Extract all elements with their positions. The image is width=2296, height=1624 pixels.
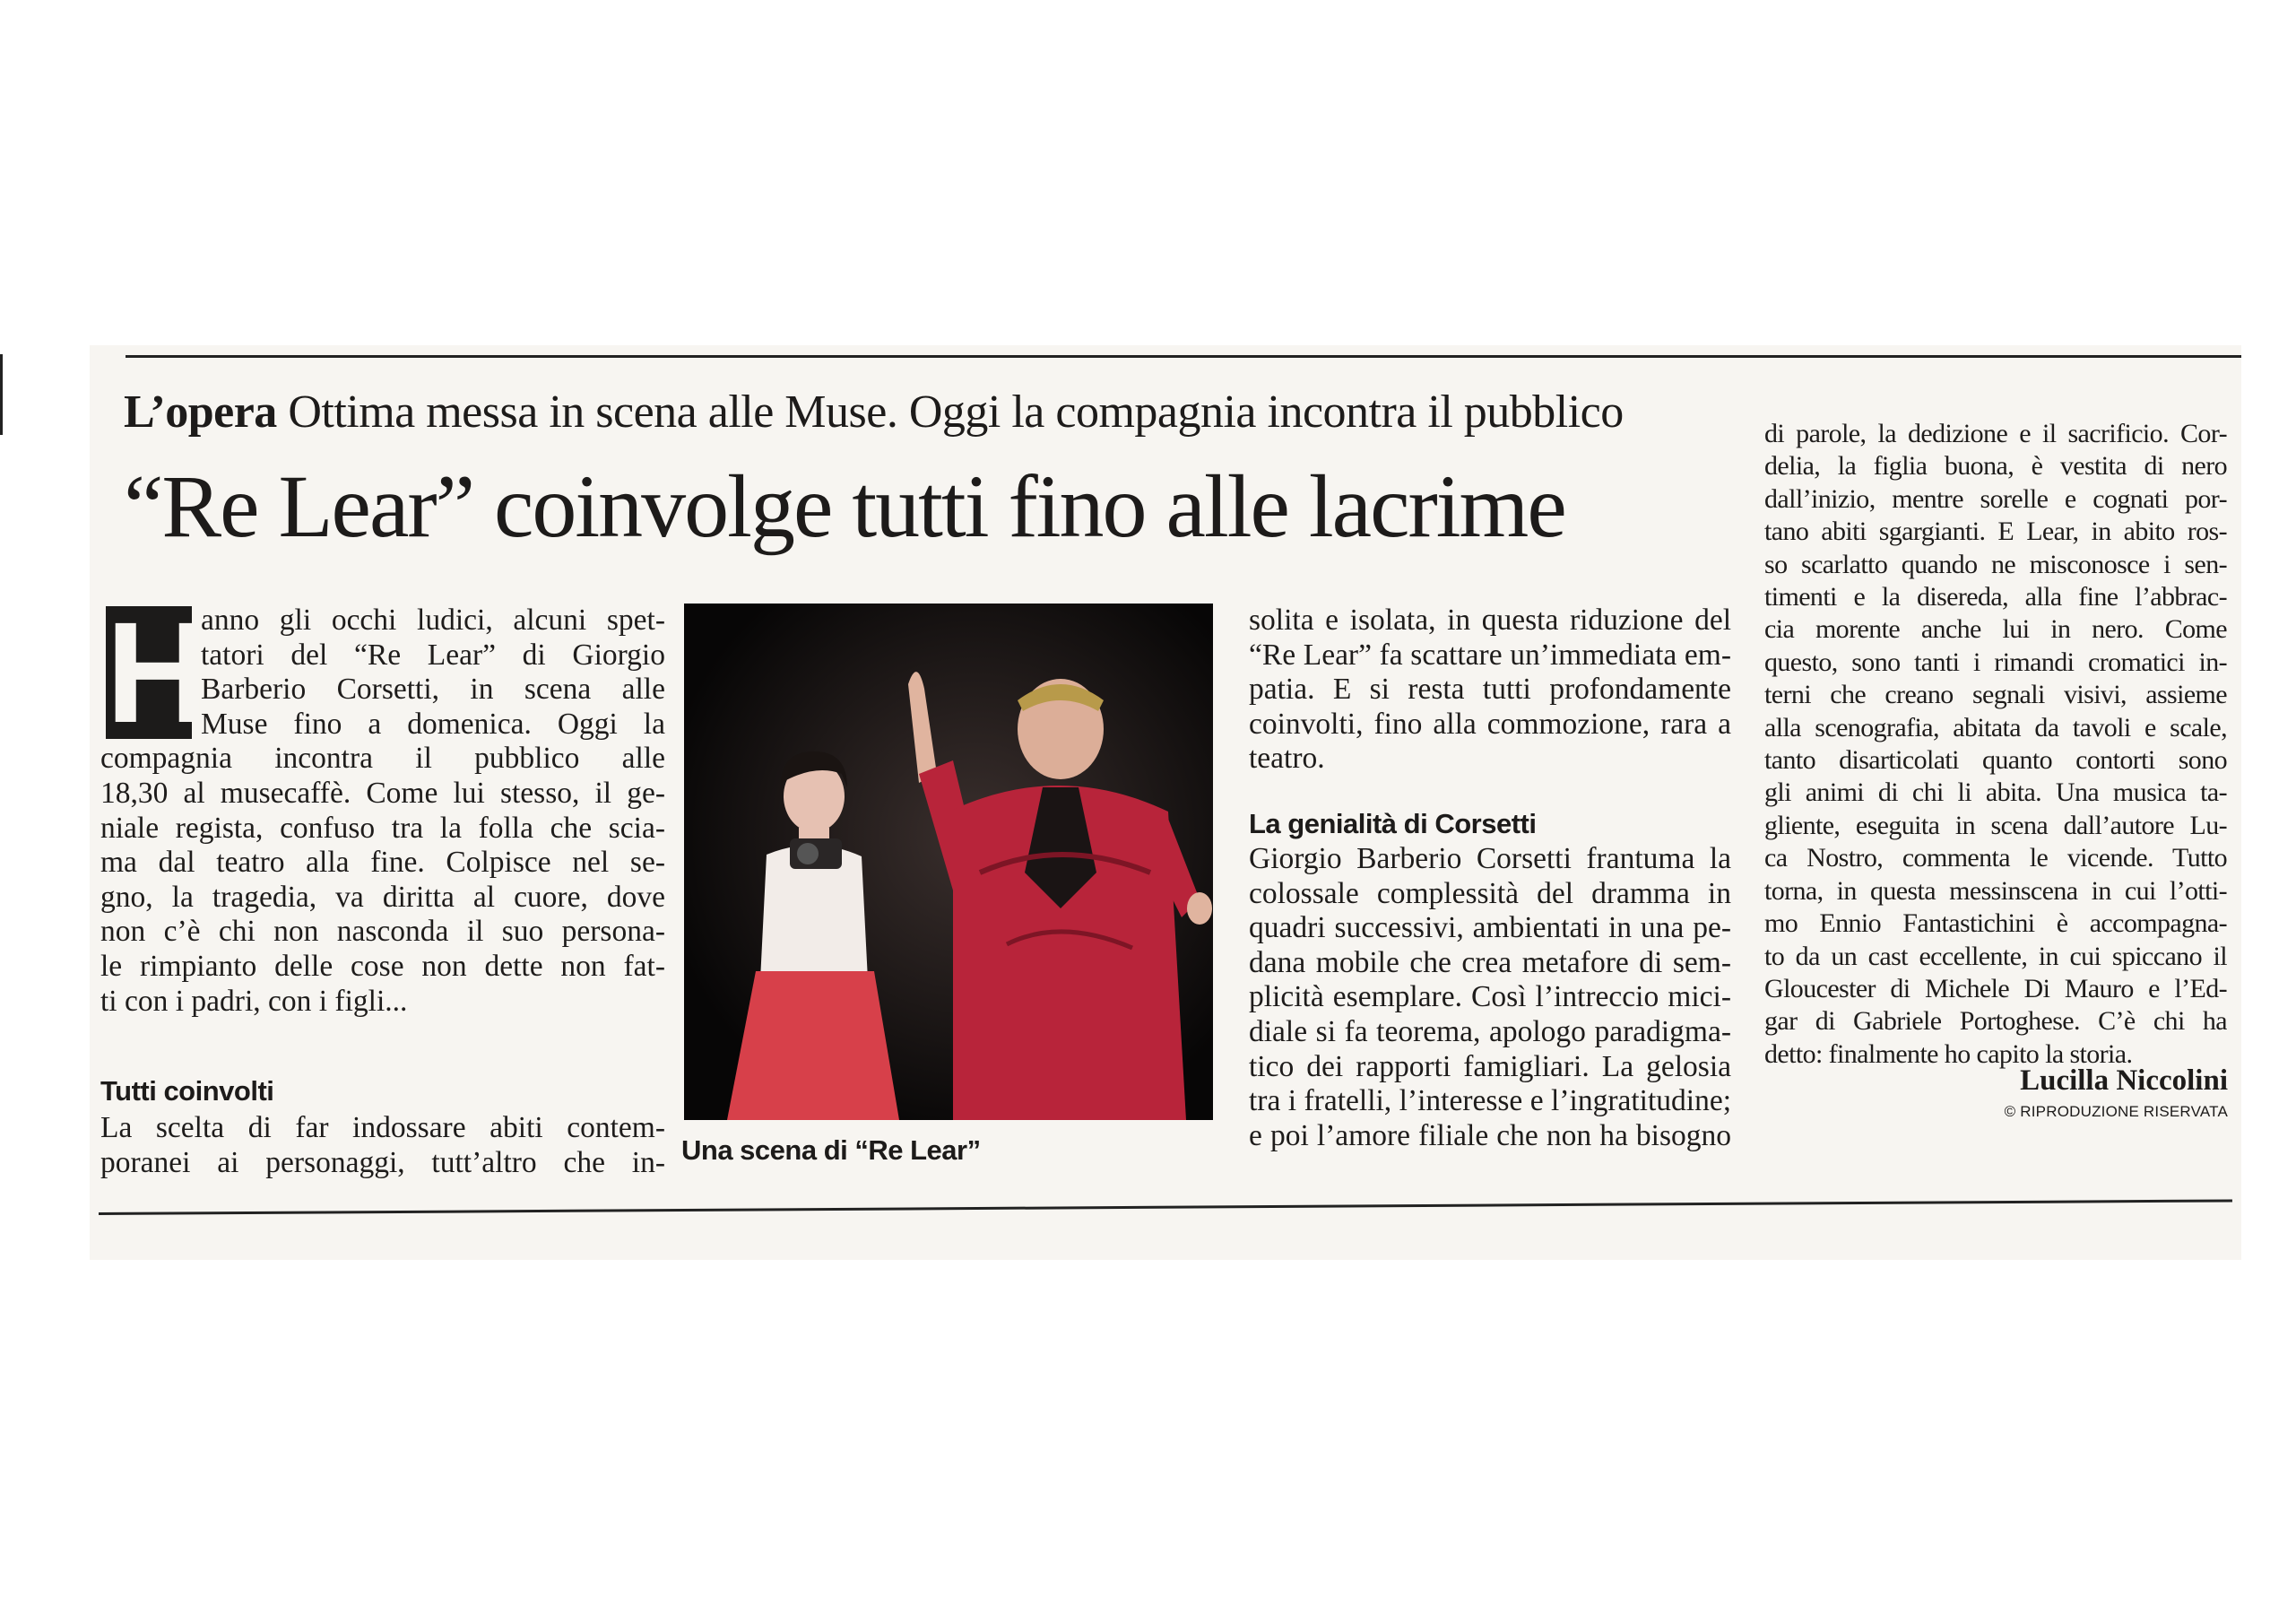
headline: “Re Lear” coinvolge tutti fino alle lacrime (124, 456, 1565, 556)
text-line: patia. E si resta tutti profondamente (1249, 673, 1731, 707)
text-line: anno gli occhi ludici, alcuni spet- (201, 604, 665, 637)
subhead-tutti-coinvolti: Tutti coinvolti (100, 1075, 274, 1107)
text-line: gli animi di chi li abita. Una musica ta- (1764, 777, 2227, 808)
text-line: to da un cast eccellente, in cui spiccano il (1764, 941, 2227, 971)
text-line: non c’è chi non nasconda il suo persona- (100, 915, 665, 949)
text-line: teatro. (1249, 742, 1325, 776)
byline: Lucilla Niccolini (2020, 1064, 2228, 1097)
text-line: delia, la figlia buona, è vestita di nero (1764, 451, 2227, 482)
text-line: tico dei rapporti famigliari. La gelosia (1249, 1049, 1731, 1083)
text-line: alla scenografia, abitata da tavoli e scale, (1764, 712, 2227, 743)
text-line: timenti e la disereda, alla fine l’abbrac- (1764, 582, 2227, 612)
text-line: La scelta di far indossare abiti contem- (100, 1111, 665, 1144)
text-line: Barberio Corsetti, in scena alle (201, 673, 665, 707)
text-line: plicità esemplare. Così l’intreccio mici- (1249, 980, 1731, 1014)
text-line: Giorgio Barberio Corsetti frantuma la (1249, 842, 1731, 875)
text-line: e poi l’amore filiale che non ha bisogno (1249, 1118, 1731, 1152)
text-line: solita e isolata, in questa riduzione del (1249, 604, 1731, 637)
text-line: le rimpianto delle cose non dette non fat- (100, 949, 665, 983)
kicker-text: Ottima messa in scena alle Muse. Oggi la compagnia incontra il pubblico (288, 386, 1624, 438)
text-line: tanto disarticolati quanto contorti sono (1764, 745, 2227, 776)
text-line: gar di Gabriele Portoghese. C’è chi ha (1764, 1006, 2227, 1037)
stage-photo-image (684, 604, 1213, 1120)
text-line: Gloucester di Michele Di Mauro e l’Ed- (1764, 973, 2227, 1003)
text-line: torna, in questa messinscena in cui l’otti- (1764, 875, 2227, 906)
column-3-text (1249, 604, 1731, 777)
text-line: colossale complessità del dramma in (1249, 876, 1731, 910)
drop-cap: H (106, 592, 210, 752)
text-line: so scarlatto quando ne misconosce i sen- (1764, 549, 2227, 579)
text-line: di parole, la dedizione e il sacrificio. Cor- (1764, 419, 2227, 448)
text-line: ca Nostro, commenta le vicende. Tutto (1764, 843, 2227, 873)
text-line: cia morente anche lui in nero. Come (1764, 614, 2227, 645)
text-line: poranei ai personaggi, tutt’altro che in- (100, 1145, 665, 1179)
text-line: niale regista, confuso tra la folla che scia- (100, 811, 665, 845)
text-line: gno, la tragedia, va diritta al cuore, dove (100, 880, 665, 914)
left-edge-mark (0, 354, 3, 435)
text-line: gliente, eseguita in scena dall’autore Lu- (1764, 810, 2227, 840)
column-4-text (1764, 418, 2227, 1071)
text-line: detto: finalmente ho capito la storia. (1764, 1038, 2133, 1069)
text-line: coinvolti, fino alla commozione, rara a (1249, 707, 1731, 741)
text-line: diale si fa teorema, apologo paradigma- (1249, 1014, 1731, 1048)
text-line: quadri successivi, ambientati in una pe- (1249, 911, 1731, 945)
column-1b-text (100, 1111, 665, 1180)
text-line: compagnia incontra il pubblico alle (100, 742, 665, 776)
text-line: dall’inizio, mentre sorelle e cognati por- (1764, 483, 2227, 514)
text-line: ti con i padri, con i figli... (100, 984, 408, 1018)
text-line: mo Ennio Fantastichini è accompagna- (1764, 908, 2227, 939)
subhead-genialita: La genialità di Corsetti (1249, 808, 1537, 839)
copyright-notice: © RIPRODUZIONE RISERVATA (2004, 1103, 2228, 1120)
column-3b-text (1249, 842, 1731, 1153)
top-rule (126, 355, 2241, 358)
text-line: dana mobile che crea metafore di sem- (1249, 945, 1731, 979)
text-line: “Re Lear” fa scattare un’immediata em- (1249, 638, 1731, 672)
text-line: 18,30 al musecaffè. Come lui stesso, il ge- (100, 776, 665, 810)
text-line: tra i fratelli, l’interesse e l’ingratitudine; (1249, 1084, 1731, 1118)
text-line: tatori del “Re Lear” di Giorgio (201, 638, 665, 672)
kicker-section: L’opera (124, 386, 277, 438)
text-line: tano abiti sgargianti. E Lear, in abito ros- (1764, 517, 2227, 547)
photo-caption: Una scena di “Re Lear” (681, 1134, 981, 1166)
column-1-text (100, 592, 665, 1019)
text-line: questo, sono tanti i rimandi cromatici in- (1764, 647, 2227, 677)
text-line: ma dal teatro alla fine. Colpisce nel se- (100, 846, 665, 880)
text-line: Muse fino a domenica. Oggi la (201, 707, 665, 741)
stage-photo (684, 604, 1213, 1120)
kicker (124, 386, 1764, 439)
text-line: terni che creano segnali visivi, assieme (1764, 680, 2227, 710)
